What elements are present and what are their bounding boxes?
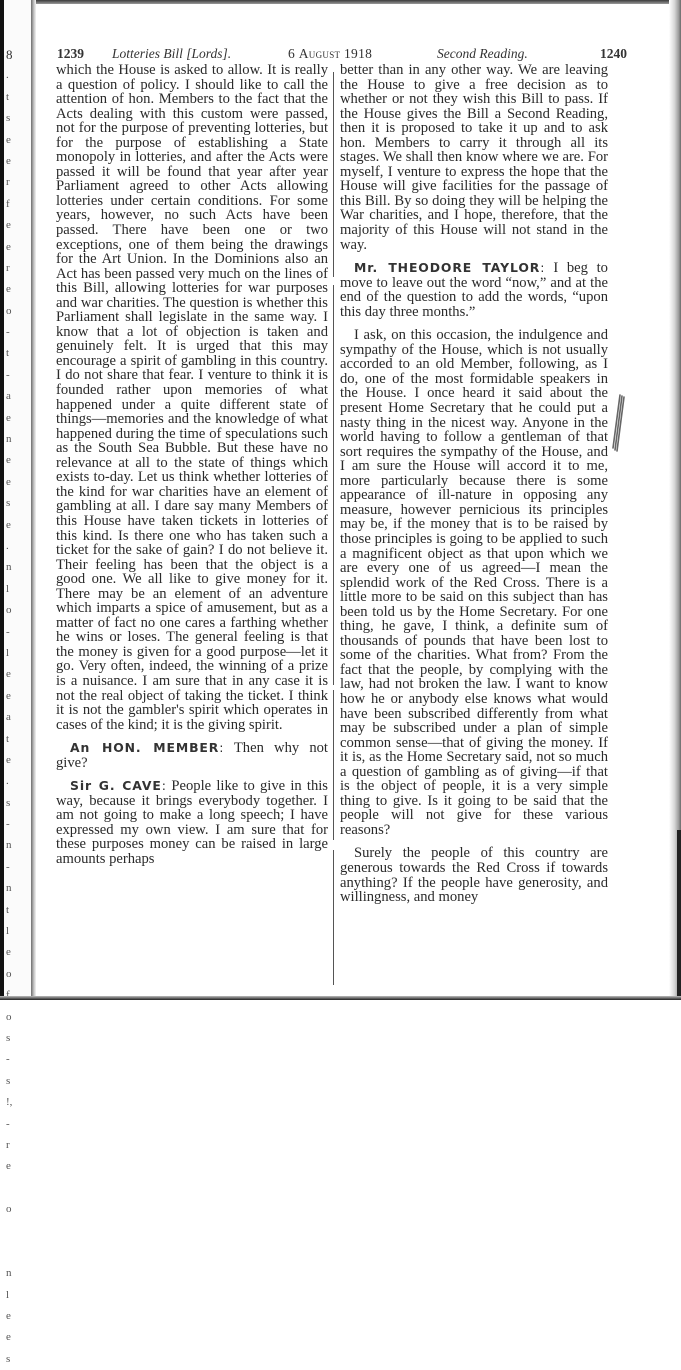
facing-page-fragment: o	[6, 967, 12, 980]
speech-paragraph	[56, 741, 328, 770]
facing-page-fragment: -	[6, 1053, 10, 1066]
facing-page-fragment: e	[6, 518, 11, 531]
continued-paragraph: which the House is asked to allow. It is really a question of policy. I should like to call the attention of hon. Members to the fact that the Acts dealing with this custom were passed, not for the purpose of preventing lotteries, but for the purpose of establishing a State monopoly in lotteries, and after the Acts were passed it will be found that year after year Parliament agreed to other Acts allowing lotteries under certain conditions. For some years, however, no such Acts have been passed. There have been one or two exceptions, one of them being the drawings for the Art Union. In the Dominions also an Act has been passed very much on the lines of this Bill, allowing lotteries for war purposes and war charities. The question is whether this Parliament shall legislate in the same way. I know that a lot of objection is taken and genuinely felt. It is urged that this may encourage a spirit of gambling in this country. I do not share that fear. I venture to think it is founded rather upon memories of what happened under a quite different state of things—memories and the knowledge of what happened during the time of speculations such as the South Sea Bubble. But these have no relevance at all to the state of things which exists to-day. Let us think whether lotteries of the kind for war charities have an element of gambling at all. I dare say many Members of this House have taken tickets in lotteries of this kind. Is there one who has taken such a ticket for the sake of gain? I do not believe it. Their feeling has been that the object is a good one. We all like to give money for it. There may be an element of an adventure which imparts a spice of amusement, but as a matter of fact no one cares a farthing whether he wins or loses. The general feeling is that the money is given for a good purpose—let it go. Very often, indeed, the winning of a prize is a nuisance. I am sure that in any case it is not the real object of taking the ticket. I think it is not the gambler's spirit which operates in cases of the kind; it is the giving spirit.	[56, 62, 328, 733]
facing-page-fragment: o	[6, 604, 12, 617]
facing-page-fragment: n	[6, 882, 12, 895]
facing-page-fragment: .	[6, 539, 9, 552]
body-paragraph: I ask, on this occasion, the indulgence and sympathy of the House, which is not usually accorded to an old Member, following, as I do, one of the most formidable speakers in the House. I once heard it said about the present Home Secretary that he could put a nasty thing in the nicest way. Anyone in the world having to follow a gentleman of that sort requires the sympathy of the House, and I am sure the House will accord it to me, more particularly because there is some appearance of ill-nature in opposing any measure, however pernicious its principles may be, if the money that is to be raised by those principles is going to be applied to such a magnificent object as that upon which we are every one of us agreed—I mean the splendid work of the Red Cross. There is a little more to be said on this subject than has been told us by the Home Secretary. For one thing, he gave, I think, a definite sum of thousands of pounds that have been lost to some of the charities. What from? From the fact that the people, by complying with the law, had not broken the law. I want to know how he or anybody else knows what would have been subscribed differently from what may be subscribed under a plan of simple common sense—that of giving the money. If it is, as the Home Secretary said, not so much a question of gambling as of giving—if that is the object of people, it is a very simple thing to give. Is it going to be said that the people will not give for these various reasons?	[340, 327, 608, 838]
speaker-name: Mr. THEODORE TAYLOR	[354, 260, 541, 276]
facing-page-fragment: t	[6, 90, 10, 103]
facing-page-fragment: e	[6, 219, 11, 232]
section-title: Second Reading.	[437, 46, 528, 61]
facing-page-fragment: -	[6, 326, 10, 339]
facing-page-fragment: -	[6, 860, 10, 873]
sitting-date	[288, 46, 372, 62]
facing-page-fragment	[6, 1242, 26, 1263]
pencil-annotation-mark	[611, 394, 625, 454]
facing-page-fragment: e	[6, 946, 11, 959]
date-year: 1918	[344, 46, 373, 61]
facing-page-text-fragments	[6, 44, 26, 1370]
speaker-separator: :	[161, 778, 172, 794]
facing-page-fragment: e	[6, 668, 11, 681]
speech-paragraph	[340, 261, 608, 319]
facing-page-fragment: e	[6, 283, 11, 296]
facing-page-fragment	[6, 1220, 26, 1241]
column-rule	[333, 72, 334, 277]
facing-page-fragment: n	[6, 839, 12, 852]
scan-top-edge	[0, 0, 681, 4]
running-title: Lotteries Bill [Lords].	[112, 46, 232, 61]
facing-page-fragment: r	[6, 176, 10, 189]
facing-page-fragment: o	[6, 304, 12, 317]
facing-page-fragment: s	[6, 497, 11, 510]
facing-page-fragment: e	[6, 1310, 11, 1323]
facing-page-fragment: o	[6, 1203, 12, 1216]
facing-page-fragment: n	[6, 1267, 12, 1280]
scan-right-edge	[669, 0, 681, 1000]
facing-page-fragment: e	[6, 475, 11, 488]
facing-page-fragment: a	[6, 390, 11, 403]
right-text-column	[340, 63, 608, 905]
facing-page-fragment: e	[6, 689, 11, 702]
facing-page-fragment: e	[6, 454, 11, 467]
speaker-name: An HON. MEMBER	[70, 740, 220, 756]
facing-page-fragment: a	[6, 711, 11, 724]
facing-page-fragment: -	[6, 1117, 10, 1130]
facing-page-fragment: e	[6, 240, 11, 253]
column-rule	[333, 850, 334, 985]
left-column-number: 1239	[57, 46, 84, 61]
speech-paragraph	[56, 779, 328, 866]
date-month: August	[298, 46, 341, 61]
facing-page-fragment: t	[6, 347, 10, 360]
facing-page-edge	[0, 0, 31, 1365]
facing-page-fragment: e	[6, 1331, 11, 1344]
column-rule	[333, 285, 334, 685]
speech-text: Then why not give?	[56, 740, 328, 771]
facing-page-fragment: s	[6, 1031, 11, 1044]
facing-page-fragment: l	[6, 646, 10, 659]
facing-page-fragment: t	[6, 903, 10, 916]
continued-paragraph: better than in any other way. We are leaving the House to give a free decision as to whether or not they wish this Bill to pass. If the House gives the Bill a Second Reading, then it is proposed to take it up and to ask hon. Members to carry it through all its stages. We shall then know where we are. For myself, I venture to express the hope that the House will give facilities for the passage of this Bill. By so doing they will be helping the War charities, and I hope, therefore, that the majority of this House will not stand in the way.	[340, 62, 608, 253]
facing-page-fragment: s	[6, 112, 11, 125]
facing-page-fragment: l	[6, 1288, 10, 1301]
speech-text: I beg to move to leave out the word “now,” and at the end of the question to add the words, “upon this day three months.”	[340, 260, 608, 320]
facing-page-fragment: l	[6, 582, 10, 595]
facing-page-fragment: e	[6, 154, 11, 167]
facing-page-fragment: l	[6, 925, 10, 938]
facing-page-fragment: !,	[6, 1096, 13, 1109]
scan-left-border	[0, 0, 4, 1000]
facing-page-fragment: s	[6, 1352, 11, 1365]
facing-page-fragment	[6, 1178, 26, 1199]
facing-page-fragment: e	[6, 133, 11, 146]
facing-page-fragment: e	[6, 1160, 11, 1173]
facing-page-fragment: f	[6, 197, 10, 210]
facing-page-fragment: o	[6, 1010, 12, 1023]
facing-page-fragment: r	[6, 1138, 10, 1151]
facing-page-fragment: s	[6, 1074, 11, 1087]
facing-page-fragment: t	[6, 732, 10, 745]
scan-bottom-edge	[0, 996, 681, 1000]
column-rule	[333, 690, 334, 840]
facing-page-fragment: -	[6, 368, 10, 381]
facing-page-fragment: 8	[6, 47, 13, 62]
date-day: 6	[288, 46, 296, 61]
speaker-name: Sir G. CAVE	[70, 778, 162, 794]
left-text-column	[56, 63, 328, 867]
facing-page-fragment: r	[6, 261, 10, 274]
speaker-separator: :	[540, 260, 554, 276]
facing-page-fragment: e	[6, 411, 11, 424]
facing-page-fragment: n	[6, 433, 12, 446]
binding-gutter	[31, 0, 36, 1000]
facing-page-fragment: -	[6, 625, 10, 638]
facing-page-fragment: e	[6, 753, 11, 766]
facing-page-fragment: .	[6, 775, 9, 788]
speech-text: People like to give in this way, because it brings everybody together. I am not going to make a long speech; I have expressed my own view. I am sure that for these purposes money can be raised in large amounts perhaps	[56, 778, 328, 867]
right-column-number: 1240	[600, 46, 627, 61]
body-paragraph: Surely the people of this country are generous towards the Red Cross if towards anything? If the people have generosity, and willingness, and money	[340, 845, 608, 906]
facing-page-fragment: n	[6, 561, 12, 574]
facing-page-fragment: s	[6, 796, 11, 809]
speaker-separator: :	[219, 740, 234, 756]
facing-page-fragment: .	[6, 69, 9, 82]
facing-page-fragment: -	[6, 818, 10, 831]
